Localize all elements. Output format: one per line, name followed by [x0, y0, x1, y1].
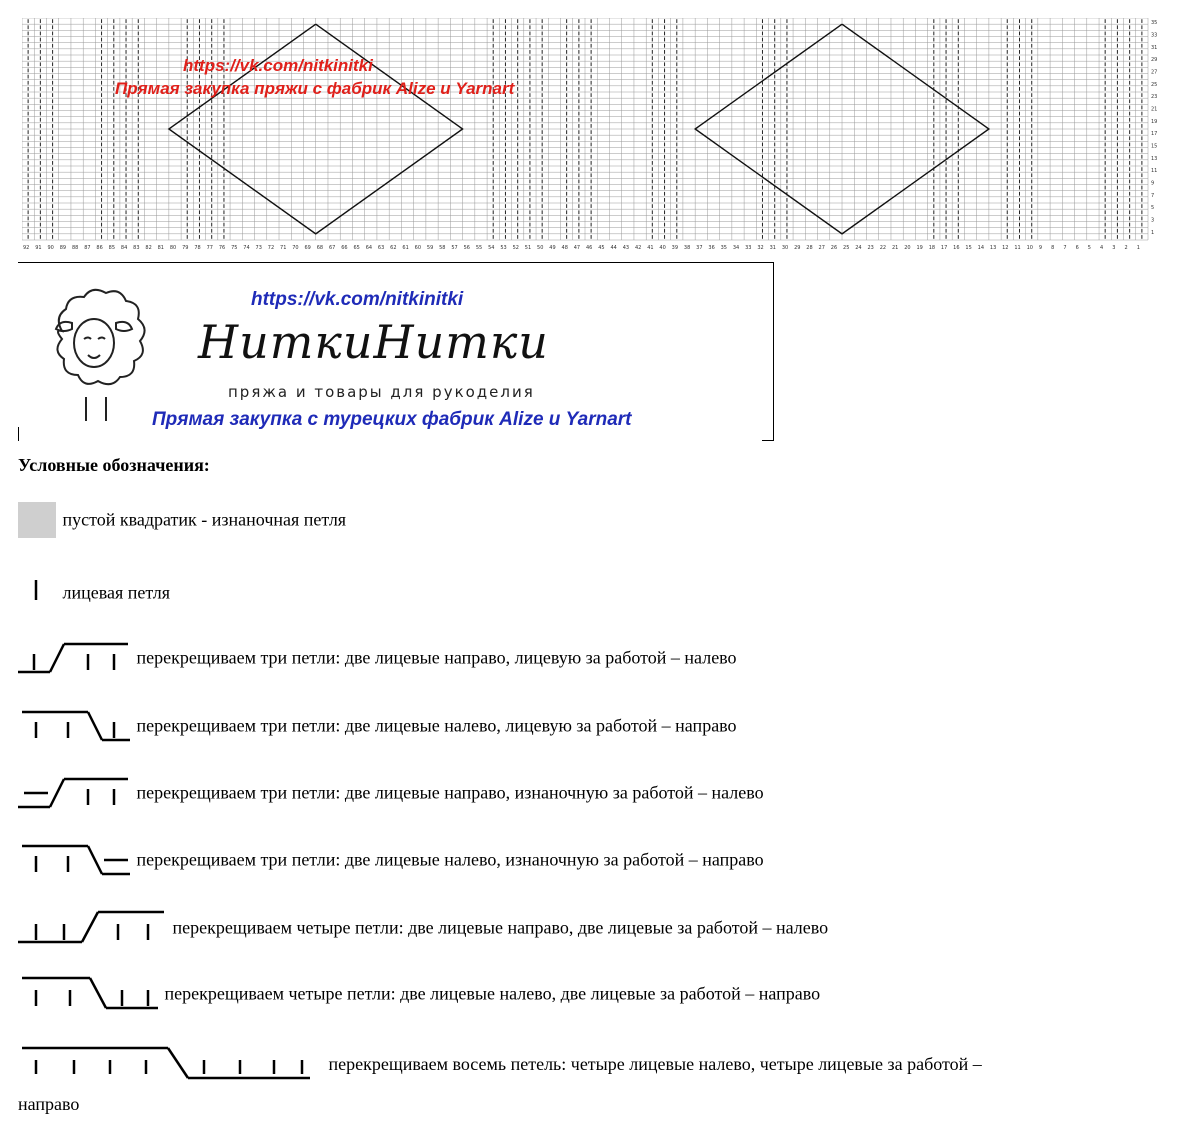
chart-row-number: 11 — [1151, 168, 1158, 175]
chart-column-number: 23 — [867, 245, 874, 251]
chart-row-number: 3 — [1151, 217, 1155, 224]
chart-column-number: 89 — [59, 245, 67, 251]
chart-column-number: 11 — [1014, 245, 1021, 251]
cross-4-left-icon — [18, 974, 160, 1014]
legend-item: лицевая петля — [18, 580, 170, 606]
chart-column-number: 46 — [586, 245, 593, 251]
shop-banner — [18, 262, 774, 441]
chart-row-number: 15 — [1151, 143, 1158, 150]
legend-item: перекрещиваем три петли: две лицевые направо, изнаночную за работой – налево — [18, 775, 764, 811]
chart-column-number: 84 — [120, 245, 128, 251]
purl-square-icon — [18, 502, 58, 538]
knit-stitch-icon — [18, 580, 58, 606]
chart-column-number: 74 — [243, 245, 250, 251]
chart-column-number: 71 — [280, 245, 287, 251]
chart-column-number: 67 — [328, 245, 336, 251]
chart-column-number: 37 — [696, 245, 703, 251]
chart-column-number: 43 — [622, 245, 630, 251]
chart-column-number: 60 — [414, 245, 422, 251]
chart-column-number: 21 — [891, 245, 899, 251]
sheep-logo-icon — [32, 271, 162, 431]
chart-column-number: 65 — [353, 245, 360, 251]
chart-row-number: 7 — [1151, 192, 1155, 199]
knitting-chart — [22, 18, 1162, 258]
chart-column-number: 81 — [157, 245, 165, 251]
legend-item: перекрещиваем три петли: две лицевые налево, лицевую за работой – направо — [18, 708, 737, 744]
chart-column-number: 13 — [989, 245, 997, 251]
chart-column-number: 66 — [341, 245, 348, 251]
chart-column-number: 15 — [965, 245, 972, 251]
chart-column-number: 92 — [23, 245, 30, 251]
chart-column-number: 90 — [47, 245, 54, 251]
chart-column-number: 85 — [108, 245, 116, 251]
chart-column-number: 49 — [549, 245, 556, 251]
legend-item: перекрещиваем три петли: две лицевые направо, лицевую за работой – налево — [18, 640, 737, 676]
chart-column-number: 53 — [500, 245, 507, 251]
legend-item: перекрещиваем четыре петли: две лицевые направо, две лицевые за работой – налево — [18, 908, 828, 948]
legend-item: пустой квадратик - изнаночная петля — [18, 502, 346, 538]
chart-column-number: 18 — [928, 245, 936, 251]
banner-tagline: пряжа и товары для рукоделия — [228, 383, 535, 401]
chart-watermark-url: https://vk.com/nitkinitki — [183, 56, 373, 75]
chart-column-number: 40 — [659, 245, 666, 251]
legend-item-continuation: направо — [18, 1094, 80, 1114]
chart-row-number: 33 — [1151, 32, 1158, 39]
chart-row-number: 5 — [1151, 205, 1155, 212]
cross-3-right-purl-icon — [18, 775, 132, 811]
chart-column-number: 87 — [84, 245, 91, 251]
chart-column-number: 24 — [855, 245, 862, 251]
chart-column-number: 51 — [524, 245, 532, 251]
chart-column-number: 91 — [35, 245, 42, 251]
chart-column-number: 76 — [218, 245, 226, 251]
chart-column-number: 8 — [1051, 245, 1055, 251]
chart-column-number: 82 — [145, 245, 152, 251]
chart-column-number: 69 — [304, 245, 311, 251]
chart-column-number: 48 — [561, 245, 568, 251]
chart-column-number: 20 — [904, 245, 911, 251]
chart-grid — [22, 18, 1162, 258]
chart-column-number: 10 — [1026, 245, 1033, 251]
chart-row-number: 21 — [1151, 106, 1158, 113]
legend-title: Условные обозначения: — [18, 455, 210, 475]
chart-column-number: 62 — [390, 245, 397, 251]
chart-column-number: 25 — [843, 245, 850, 251]
chart-column-number: 55 — [475, 245, 483, 251]
chart-column-number: 42 — [634, 245, 642, 251]
chart-column-number: 9 — [1038, 245, 1043, 251]
chart-row-number: 1 — [1151, 229, 1155, 236]
chart-column-number: 45 — [598, 245, 605, 251]
chart-column-number: 78 — [194, 245, 201, 251]
cross-3-right-knit-icon — [18, 640, 132, 676]
chart-column-number: 77 — [206, 245, 213, 251]
cross-3-left-purl-icon — [18, 842, 132, 878]
chart-column-number: 50 — [537, 245, 544, 251]
chart-column-number: 31 — [769, 245, 776, 251]
legend-item: перекрещиваем восемь петель: четыре лицевые налево, четыре лицевые за работой – — [18, 1044, 982, 1084]
chart-column-number: 2 — [1124, 245, 1128, 251]
chart-row-number: 19 — [1151, 118, 1158, 125]
chart-column-number: 19 — [916, 245, 923, 251]
chart-column-number: 68 — [316, 245, 324, 251]
chart-column-number: 75 — [231, 245, 238, 251]
chart-column-number: 88 — [71, 245, 79, 251]
chart-column-number: 22 — [879, 245, 887, 251]
chart-column-number: 14 — [977, 245, 985, 251]
chart-column-number: 56 — [463, 245, 470, 251]
chart-column-number: 30 — [781, 245, 789, 251]
chart-column-number: 3 — [1112, 245, 1116, 251]
chart-gridlines — [22, 18, 1148, 240]
chart-row-number: 27 — [1151, 69, 1158, 76]
chart-column-number: 38 — [683, 245, 691, 251]
chart-column-number: 72 — [267, 245, 275, 251]
chart-column-number: 57 — [451, 245, 458, 251]
chart-column-number: 58 — [439, 245, 446, 251]
chart-column-number: 80 — [169, 245, 177, 251]
legend-item: перекрещиваем три петли: две лицевые налево, изнаночную за работой – направо — [18, 842, 764, 878]
cross-8-left-icon — [18, 1044, 314, 1084]
cross-3-left-knit-icon — [18, 708, 132, 744]
chart-column-number: 63 — [377, 245, 385, 251]
chart-row-number: 25 — [1151, 81, 1158, 88]
chart-column-number: 44 — [610, 245, 617, 251]
chart-column-number: 79 — [182, 245, 189, 251]
banner-logo-text: НиткиНитки — [198, 315, 549, 369]
chart-row-number: 17 — [1151, 131, 1158, 138]
chart-column-number: 32 — [757, 245, 764, 251]
chart-column-number: 83 — [133, 245, 140, 251]
chart-column-number: 41 — [647, 245, 654, 251]
chart-column-number: 73 — [255, 245, 262, 251]
chart-column-number: 27 — [818, 245, 825, 251]
chart-column-number: 33 — [745, 245, 752, 251]
chart-column-number: 86 — [96, 245, 103, 251]
chart-column-number: 28 — [806, 245, 813, 251]
banner-url: https://vk.com/nitkinitki — [251, 289, 464, 310]
chart-column-number: 47 — [573, 245, 581, 251]
chart-watermark-text: Прямая закупка пряжи с фабрик Alize и Yarnart — [115, 79, 515, 98]
chart-column-number: 59 — [426, 245, 434, 251]
chart-column-number: 1 — [1136, 245, 1140, 251]
chart-column-number: 61 — [402, 245, 409, 251]
chart-column-number: 12 — [1002, 245, 1009, 251]
chart-column-number: 35 — [720, 245, 728, 251]
chart-column-number: 36 — [708, 245, 715, 251]
chart-column-number: 26 — [830, 245, 838, 251]
chart-column-number: 54 — [488, 245, 495, 251]
chart-row-number: 29 — [1151, 57, 1158, 64]
chart-column-number: 64 — [365, 245, 373, 251]
chart-column-number: 29 — [794, 245, 801, 251]
chart-column-number: 70 — [292, 245, 299, 251]
chart-column-number: 39 — [671, 245, 679, 251]
chart-column-number: 5 — [1087, 245, 1091, 251]
chart-column-number: 7 — [1063, 245, 1067, 251]
chart-row-number: 31 — [1151, 44, 1158, 51]
legend-item: перекрещиваем четыре петли: две лицевые налево, две лицевые за работой – направо — [18, 974, 820, 1014]
chart-column-number: 34 — [732, 245, 740, 251]
chart-column-number: 16 — [953, 245, 960, 251]
chart-row-number: 9 — [1151, 180, 1155, 187]
chart-row-number: 35 — [1151, 20, 1158, 27]
chart-column-number: 6 — [1075, 245, 1079, 251]
cross-4-right-icon — [18, 908, 168, 948]
chart-column-number: 52 — [512, 245, 519, 251]
chart-row-number: 23 — [1151, 94, 1158, 101]
chart-row-number: 13 — [1151, 155, 1158, 162]
banner-promo: Прямая закупка с турецких фабрик Alize и Yarnart — [152, 409, 632, 430]
chart-column-number: 4 — [1100, 245, 1104, 251]
chart-column-number: 17 — [940, 245, 948, 251]
